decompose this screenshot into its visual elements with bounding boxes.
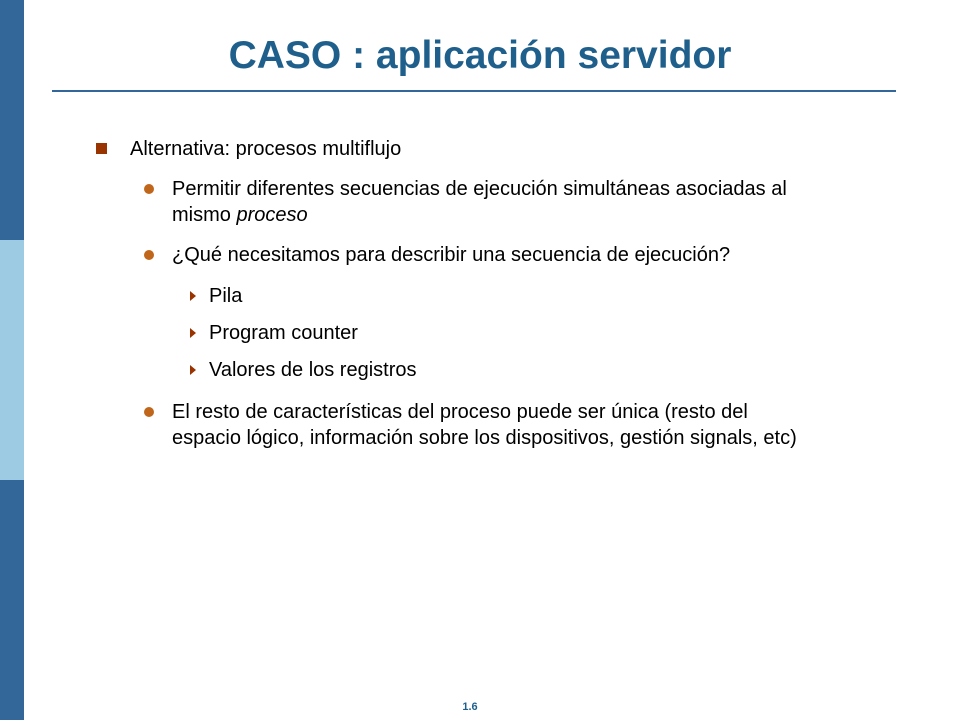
triangle-bullet-icon [190, 291, 196, 301]
round-bullet-icon [144, 250, 154, 260]
slide-title: CASO : aplicación servidor [228, 34, 732, 77]
bullet-program-counter: Program counter [209, 322, 358, 344]
bullet-permitir-line1: Permitir diferentes secuencias de ejecución simultáneas asociadas al [172, 178, 787, 200]
bullet-pila: Pila [209, 285, 243, 307]
bullet-permitir-emphasis: proceso [236, 204, 308, 226]
bullet-el-resto-line2: espacio lógico, información sobre los dispositivos, gestión signals, etc) [172, 427, 797, 449]
page-number: 1.6 [462, 701, 478, 713]
square-bullet-icon [96, 143, 107, 154]
bullet-el-resto-line1: El resto de características del proceso puede ser única (resto del [172, 401, 748, 423]
bullet-permitir-line2 [172, 202, 902, 228]
round-bullet-icon [144, 184, 154, 194]
bullet-permitir [172, 176, 902, 228]
bullet-que-necesitamos: ¿Qué necesitamos para describir una secuencia de ejecución? [172, 244, 731, 266]
bullet-permitir-line2-text: mismo [172, 204, 237, 226]
triangle-bullet-icon [190, 365, 196, 375]
bullet-alternativa: Alternativa: procesos multiflujo [130, 138, 402, 160]
round-bullet-icon [144, 407, 154, 417]
triangle-bullet-icon [190, 328, 196, 338]
bullet-el-resto [172, 399, 902, 451]
bullet-valores-registros: Valores de los registros [209, 359, 417, 381]
